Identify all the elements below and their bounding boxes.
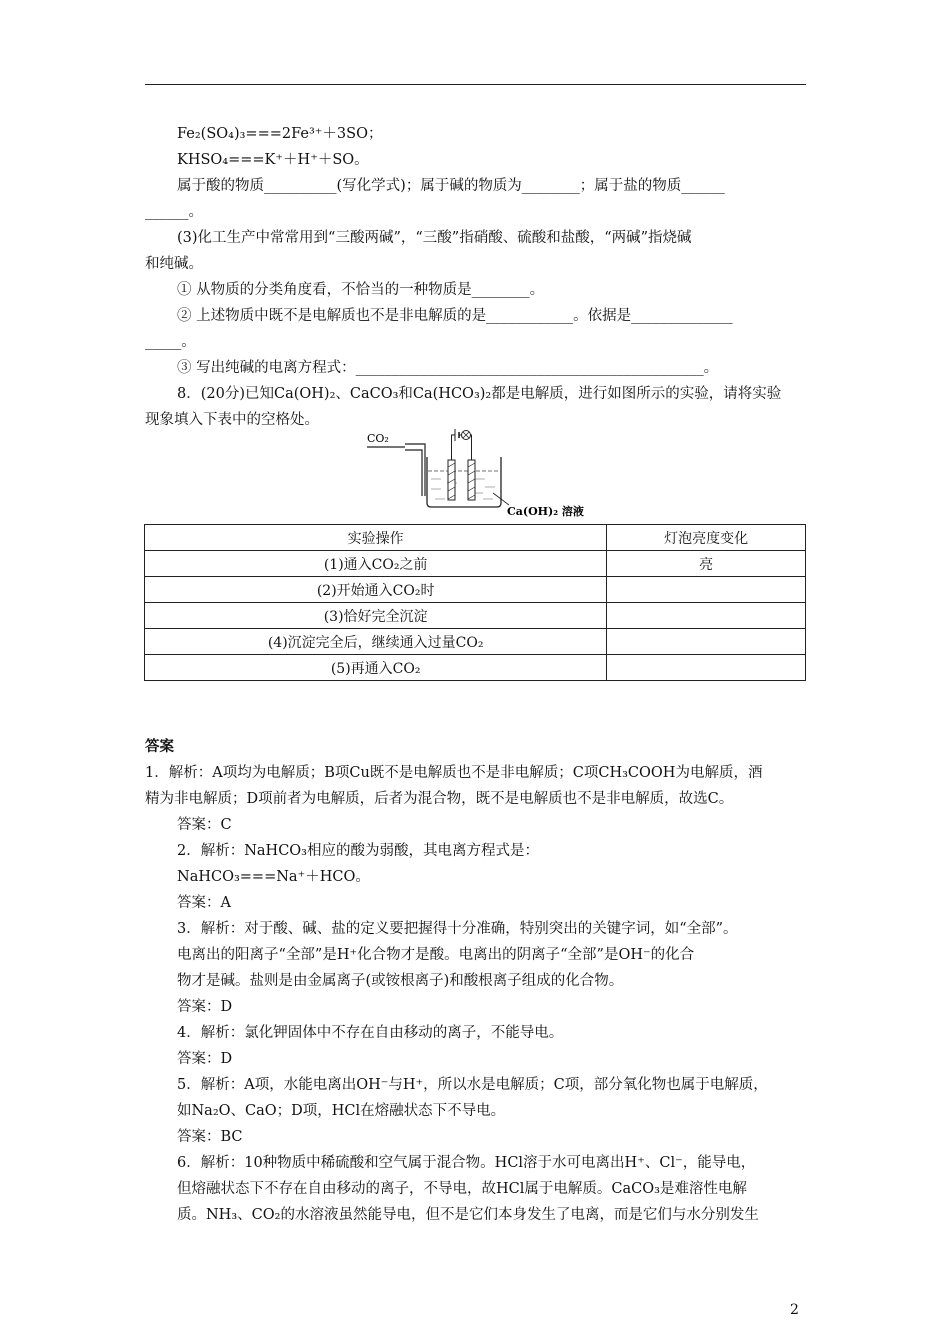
answer-line: 如Na₂O、CaO；D项，HCl在熔融状态下不导电。 xyxy=(177,1103,506,1119)
table-cell-brightness xyxy=(607,577,806,603)
answer-line: 质。NH₃、CO₂的水溶液虽然能导电，但不是它们本身发生了电离，而是它们与水分别发生 xyxy=(177,1207,759,1223)
answer-line: 2．解析：NaHCO₃相应的酸为弱酸，其电离方程式是： xyxy=(177,843,539,859)
table-row xyxy=(145,577,806,603)
experiment-diagram xyxy=(365,427,595,519)
question-text-line: ① 从物质的分类角度看，不恰当的一种物质是________。 xyxy=(177,282,545,298)
answers-heading: 答案 xyxy=(145,739,174,755)
question-text-line: 属于酸的物质__________(写化学式)；属于碱的物质为________；属于盐的物质______ xyxy=(177,178,725,194)
table-cell-brightness xyxy=(607,629,806,655)
table-cell-operation: (3)恰好完全沉淀 xyxy=(145,603,607,629)
electrode-right xyxy=(468,460,475,500)
table-cell-brightness: 亮 xyxy=(607,551,806,577)
answer-line: 答案：A xyxy=(177,895,231,911)
answer-line: 答案：C xyxy=(177,817,232,833)
answer-line: 3．解析：对于酸、碱、盐的定义要把握得十分准确，特别突出的关键字词，如“全部”。 xyxy=(177,921,738,937)
equation-khso4: KHSO₄===K⁺＋H⁺＋SO。 xyxy=(177,152,369,168)
answer-line: 但熔融状态下不存在自由移动的离子，不导电，故HCl属于电解质。CaCO₃是难溶性电解 xyxy=(177,1181,747,1197)
answer-line: 答案：D xyxy=(177,1051,233,1067)
gas-tube-inner xyxy=(405,450,422,496)
question-text-line: ② 上述物质中既不是电解质也不是非电解质的是____________。依据是______________ xyxy=(177,308,733,324)
answer-line: 4．解析：氯化钾固体中不存在自由移动的离子，不能导电。 xyxy=(177,1025,564,1041)
table-cell-operation: (1)通入CO₂之前 xyxy=(145,551,607,577)
solution-label: Ca(OH)₂ 溶液 xyxy=(507,505,584,518)
table-row xyxy=(145,629,806,655)
answer-line: 6．解析：10种物质中稀硫酸和空气属于混合物。HCl溶于水可电离出H⁺、Cl⁻，能导电， xyxy=(177,1155,756,1171)
table-header-cell: 灯泡亮度变化 xyxy=(607,525,806,551)
table-row xyxy=(145,655,806,681)
electrode-left xyxy=(448,460,455,500)
table-header-row xyxy=(145,525,806,551)
answer-line: 物才是碱。盐则是由金属离子(或铵根离子)和酸根离子组成的化合物。 xyxy=(177,973,624,989)
answer-line: 电离出的阳离子“全部”是H⁺化合物才是酸。电离出的阴离子“全部”是OH⁻的化合 xyxy=(177,947,695,963)
table-header-cell: 实验操作 xyxy=(145,525,607,551)
table-cell-operation: (4)沉淀完全后，继续通入过量CO₂ xyxy=(145,629,607,655)
answer-line: 5．解析：A项，水能电离出OH⁻与H⁺，所以水是电解质；C项，部分氧化物也属于电解质， xyxy=(177,1077,768,1093)
question-text-line: 和纯碱。 xyxy=(145,256,203,272)
table-cell-brightness xyxy=(607,655,806,681)
answer-line: 1．解析：A项均为电解质；B项Cu既不是电解质也不是非电解质；C项CH₃COOH为电解质，酒 xyxy=(145,765,763,781)
beaker xyxy=(427,457,501,507)
answer-line: 答案：BC xyxy=(177,1129,243,1145)
equation-fe2so4: Fe₂(SO₄)₃===2Fe³⁺＋3SO； xyxy=(177,126,383,142)
question-text-line: 现象填入下表中的空格处。 xyxy=(145,412,319,428)
table-cell-operation: (5)再通入CO₂ xyxy=(145,655,607,681)
question-text-line: (3)化工生产中常常用到“三酸两碱”，“三酸”指硝酸、硫酸和盐酸，“两碱”指烧碱 xyxy=(177,230,692,246)
answer-line: 精为非电解质；D项前者为电解质，后者为混合物，既不是电解质也不是非电解质，故选C。 xyxy=(145,791,734,807)
question-text-line: ______。 xyxy=(145,204,203,220)
liquid-hatch xyxy=(431,479,495,499)
co2-label: CO₂ xyxy=(367,432,389,445)
question-text-line: ③ 写出纯碱的电离方程式：________________________________________________。 xyxy=(177,360,719,376)
header-rule xyxy=(145,84,806,85)
answer-line: NaHCO₃===Na⁺＋HCO。 xyxy=(177,869,370,885)
question-8-text: 8．(20分)已知Ca(OH)₂、CaCO₃和Ca(HCO₃)₂都是电解质，进行如图所示的实验，请将实验 xyxy=(177,386,782,402)
page-number: 2 xyxy=(790,1302,799,1318)
answer-line: 答案：D xyxy=(177,999,233,1015)
table-row xyxy=(145,551,806,577)
table-cell-operation: (2)开始通入CO₂时 xyxy=(145,577,607,603)
experiment-table xyxy=(144,524,806,681)
question-text-line: _____。 xyxy=(145,334,196,350)
table-cell-brightness xyxy=(607,603,806,629)
table-row xyxy=(145,603,806,629)
